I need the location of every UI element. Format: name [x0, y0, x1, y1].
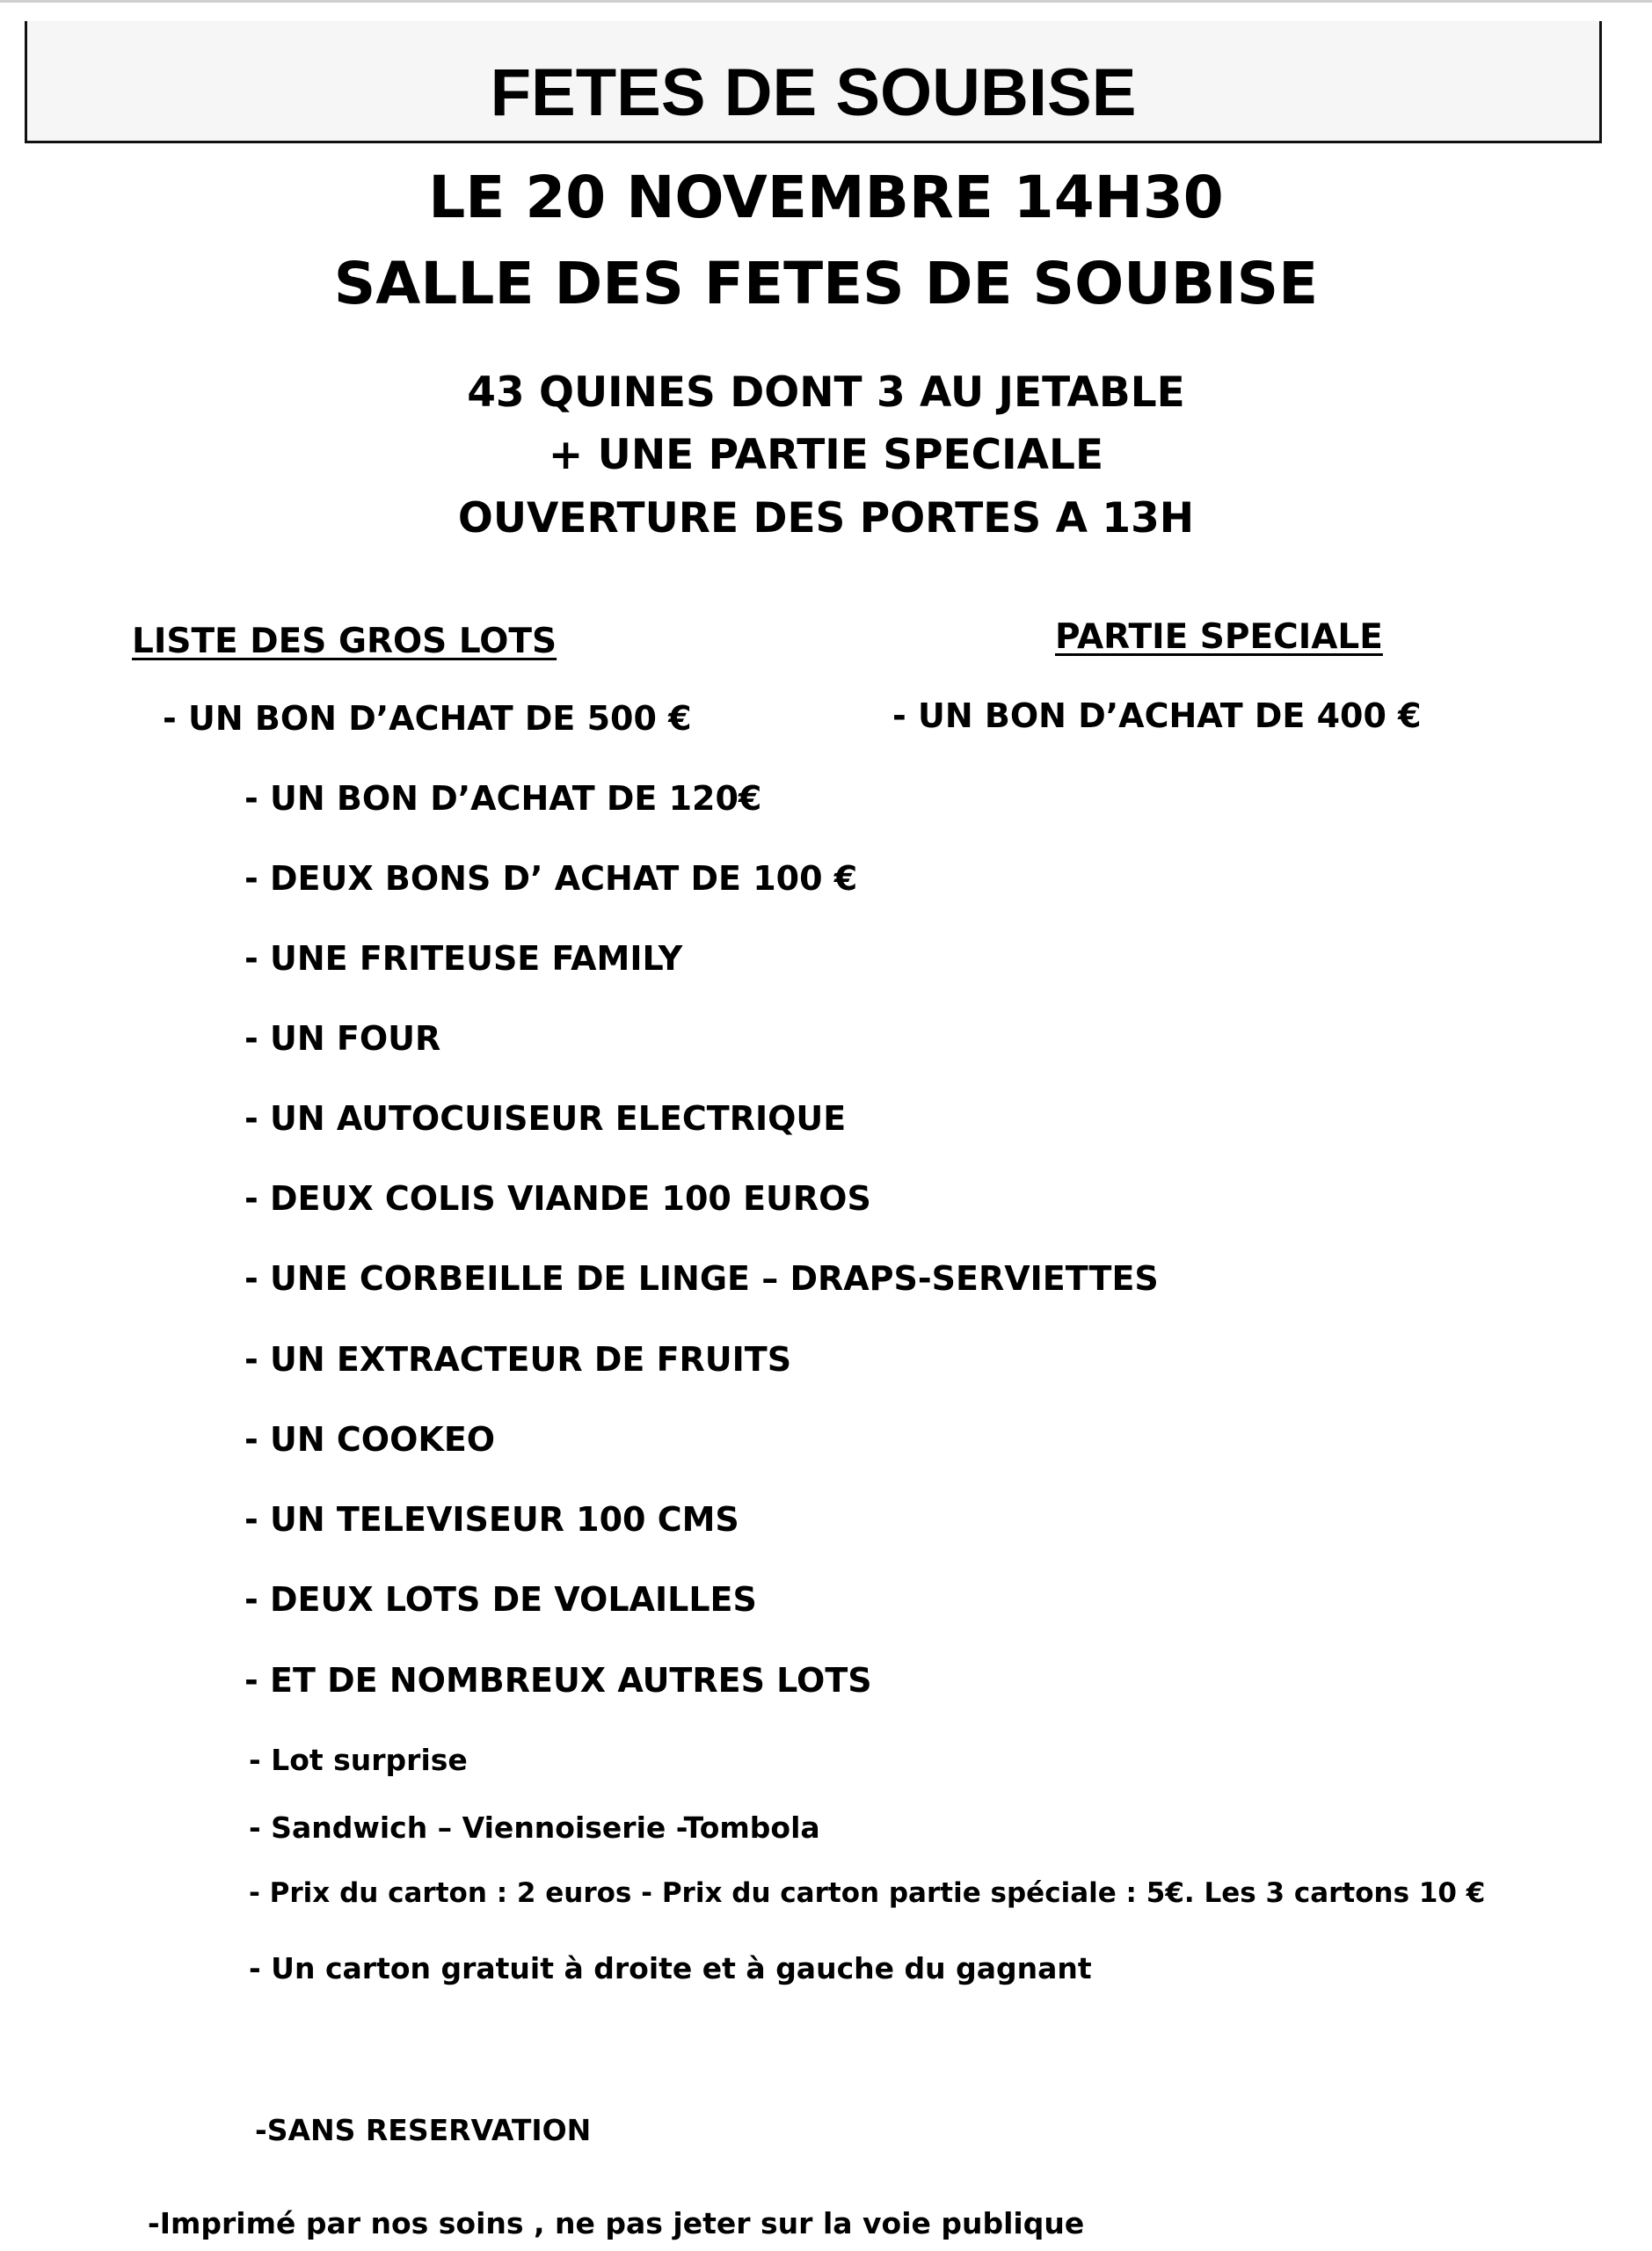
prize-item: - UN BON D’ACHAT DE 120€ [244, 779, 762, 818]
prize-item: - UN COOKEO [244, 1420, 496, 1459]
event-date: LE 20 NOVEMBRE 14H30 [428, 164, 1224, 231]
prize-item: - UN TELEVISEUR 100 CMS [244, 1500, 739, 1539]
no-reservation-note: -SANS RESERVATION [255, 2113, 592, 2147]
scan-top-edge [0, 0, 1652, 3]
prize-item: - UN FOUR [244, 1019, 441, 1058]
info-line-special: + UNE PARTIE SPECIALE [548, 431, 1104, 479]
prize-item-main: - UN BON D’ACHAT DE 500 € [163, 699, 692, 738]
prizes-heading: LISTE DES GROS LOTS [132, 622, 557, 661]
prize-item: - ET DE NOMBREUX AUTRES LOTS [244, 1661, 872, 1700]
special-heading: PARTIE SPECIALE [1055, 617, 1383, 657]
info-line-doors: OUVERTURE DES PORTES A 13H [457, 494, 1195, 543]
prize-item: - UN EXTRACTEUR DE FRUITS [244, 1340, 792, 1379]
title-box [25, 21, 1602, 143]
prize-item: - DEUX BONS D’ ACHAT DE 100 € [244, 859, 858, 898]
note-item: - Sandwich – Viennoiserie -Tombola [249, 1810, 820, 1845]
info-line-quines: 43 QUINES DONT 3 AU JETABLE [467, 368, 1185, 417]
note-item: - Un carton gratuit à droite et à gauche du gagnant [249, 1951, 1092, 1985]
prize-item: - UNE CORBEILLE DE LINGE – DRAPS-SERVIETTES [244, 1259, 1159, 1298]
prize-item: - DEUX LOTS DE VOLAILLES [244, 1580, 757, 1619]
prize-item: - UN AUTOCUISEUR ELECTRIQUE [244, 1099, 847, 1138]
page-title: FETES DE SOUBISE [490, 55, 1137, 130]
special-prize-item: - UN BON D’ACHAT DE 400 € [892, 696, 1422, 735]
event-venue: SALLE DES FETES DE SOUBISE [333, 250, 1319, 317]
printed-by-note: -Imprimé par nos soins , ne pas jeter sur la voie publique [148, 2206, 1085, 2240]
note-item-prices: - Prix du carton : 2 euros - Prix du carton partie spéciale : 5€. Les 3 cartons 10 € [249, 1877, 1486, 1909]
prize-item: - DEUX COLIS VIANDE 100 EUROS [244, 1179, 871, 1218]
prize-item: - UNE FRITEUSE FAMILY [244, 939, 683, 978]
note-item: - Lot surprise [249, 1743, 468, 1777]
